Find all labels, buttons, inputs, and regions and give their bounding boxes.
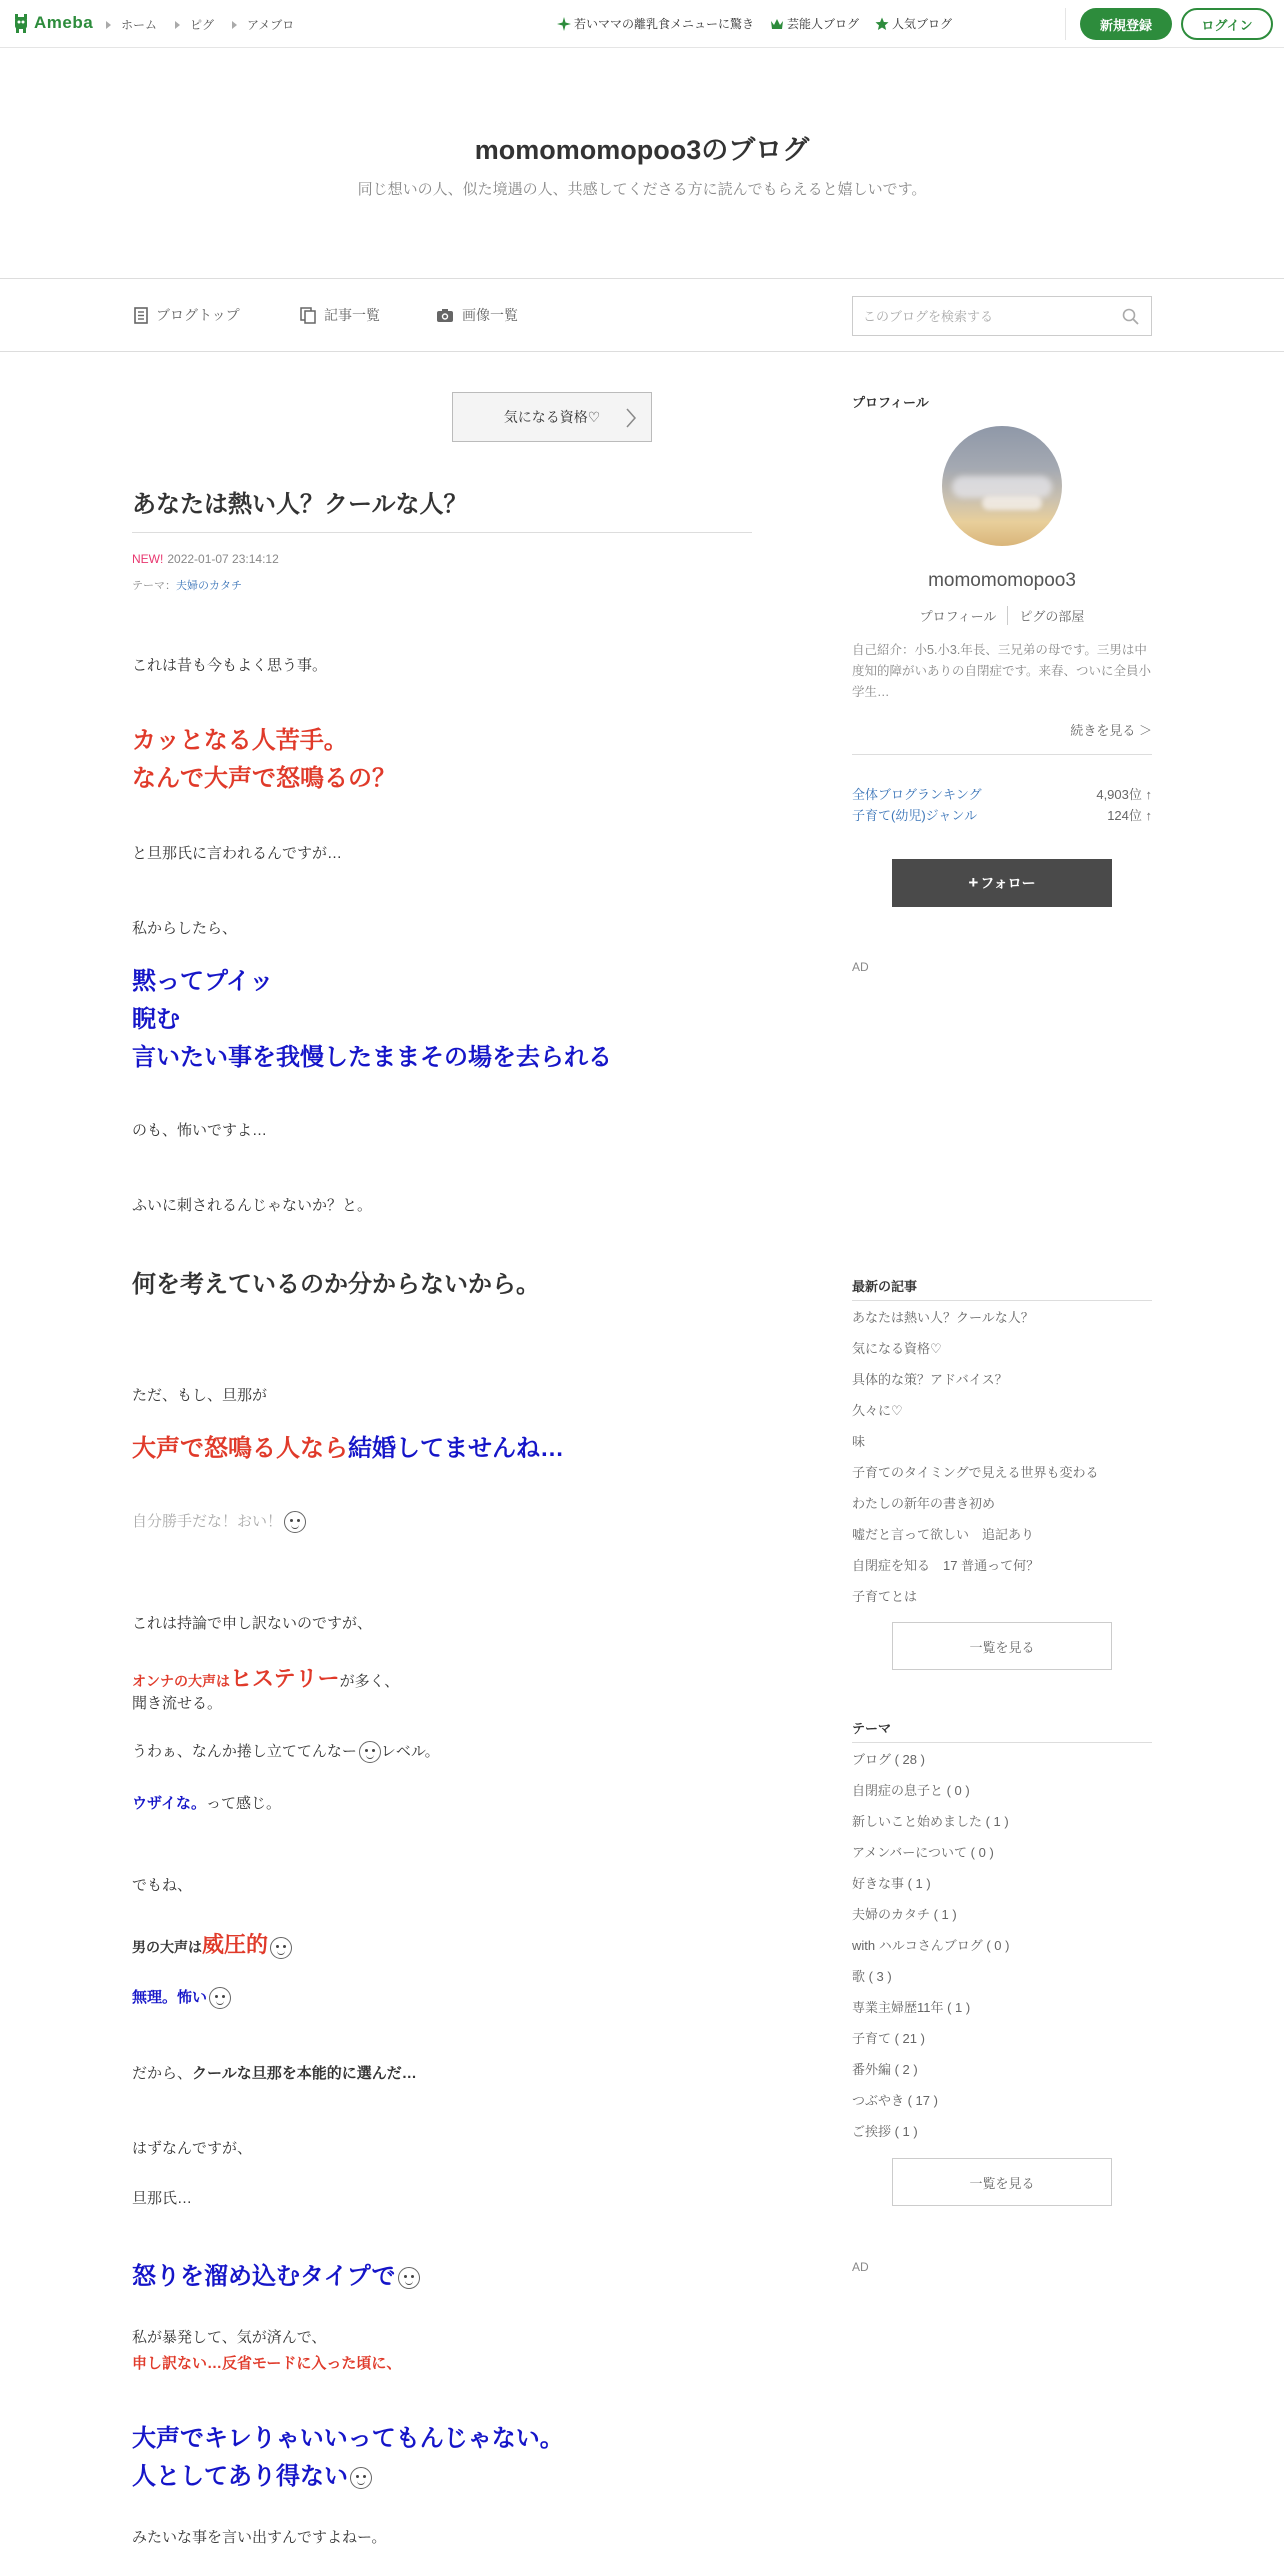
theme-item[interactable]: 番外編 ( 2 ): [852, 2062, 918, 2077]
theme-item[interactable]: 専業主婦歴11年 ( 1 ): [852, 2000, 971, 2015]
profile-heading: プロフィール: [852, 395, 929, 410]
copy-icon: [300, 307, 316, 324]
ranking-row: [852, 805, 1152, 824]
promo-link-popular[interactable]: 人気ブログ: [875, 15, 952, 32]
paragraph: ウザイな。って感じ。: [132, 1795, 281, 1812]
paragraph: ふいに刺されるんじゃないか？と。: [132, 1197, 373, 1214]
paragraph: ただ、もし、旦那が: [132, 1387, 268, 1404]
profile-divider: [852, 754, 1152, 755]
global-nav: [106, 16, 294, 33]
chevron-right-icon: [625, 407, 637, 429]
theme-item[interactable]: 子育て ( 21 ): [852, 2031, 925, 2046]
avatar[interactable]: [942, 426, 1062, 546]
blog-top-link[interactable]: ブログトップ: [134, 305, 240, 325]
logo-text: Ameba: [34, 13, 94, 32]
paragraph: うわぁ、なんか捲し立ててんなー レベル。: [132, 1740, 440, 1763]
promo-link-celebrity[interactable]: 芸能人ブログ: [770, 15, 859, 32]
recent-entry[interactable]: あなたは熱い人？クールな人？: [852, 1310, 1034, 1325]
theme-item[interactable]: ブログ ( 28 ): [852, 1752, 925, 1767]
read-more-link[interactable]: 続きを見る ＞: [1070, 723, 1152, 738]
paragraph: 聞き流せる。: [132, 1695, 223, 1712]
theme-list: [852, 1744, 1152, 2147]
recent-entry[interactable]: 子育てとは: [852, 1589, 918, 1604]
article-date: NEW! 2022-01-07 23:14:12: [132, 552, 279, 566]
signup-button[interactable]: 新規登録: [1080, 8, 1172, 40]
theme-item[interactable]: 自閉症の息子と ( 0 ): [852, 1783, 970, 1798]
paragraph: と旦那氏に言われるんですが…: [132, 845, 343, 862]
heading-mixed: 大声で怒鳴る人なら結婚してませんね…: [132, 1435, 564, 1462]
theme-item[interactable]: 夫婦のカタチ ( 1 ): [852, 1907, 957, 1922]
ranking-row: [852, 784, 1152, 803]
sparkle-icon: [557, 17, 571, 31]
ameba-logo[interactable]: [12, 12, 93, 34]
recent-list-more-button[interactable]: 一覧を見る: [892, 1622, 1112, 1670]
emoji-icon: [270, 1937, 292, 1959]
paragraph-gray: 自分勝手だな！おい！: [132, 1510, 306, 1533]
triangle-icon: [175, 21, 180, 29]
recent-entry[interactable]: 久々に♡: [852, 1403, 903, 1418]
emoji-icon: [284, 1511, 306, 1533]
title-divider: [132, 532, 752, 533]
widget-divider: [852, 1742, 1152, 1743]
theme-item[interactable]: つぶやき ( 17 ): [852, 2093, 938, 2108]
heading-dark: 何を考えているのか分からないから。: [132, 1271, 540, 1298]
profile-widget: [852, 392, 1152, 972]
triangle-icon: [106, 21, 111, 29]
nav-ameblo[interactable]: アメブロ: [232, 16, 294, 33]
article-title[interactable]: あなたは熱い人？クールな人？: [132, 491, 468, 518]
ranking-link[interactable]: 全体ブログランキング: [852, 787, 982, 802]
heading-blue: 人としてあり得ない: [132, 2458, 372, 2496]
heading-blue: 大声でキレりゃいいってもんじゃない。: [132, 2425, 564, 2452]
recent-entry[interactable]: 嘘だと言って欲しい 追記あり: [852, 1527, 1035, 1542]
triangle-icon: [232, 21, 237, 29]
plus-icon: +: [968, 873, 979, 892]
pig-room-link[interactable]: ピグの部屋: [1007, 606, 1095, 625]
login-button[interactable]: ログイン: [1181, 8, 1273, 40]
theme-item[interactable]: with ハルコさんブログ ( 0 ): [852, 1938, 1010, 1953]
search-icon[interactable]: [1122, 308, 1139, 325]
document-icon: [134, 307, 148, 324]
nav-home[interactable]: ホーム: [106, 16, 157, 33]
paragraph: はずなんですが、: [132, 2140, 253, 2157]
blog-nav: [0, 278, 1284, 352]
recent-entry[interactable]: 自閉症を知る 17 普通って何？: [852, 1558, 1040, 1573]
profile-link[interactable]: プロフィール: [919, 609, 997, 624]
camera-icon: [436, 308, 454, 323]
new-badge: NEW!: [132, 552, 164, 566]
crown-icon: [770, 18, 784, 30]
paragraph: だから、クールな旦那を本能的に選んだ…: [132, 2065, 417, 2082]
paragraph: みたいな事を言い出すんですよねー。: [132, 2529, 387, 2546]
blog-search: [852, 296, 1152, 336]
blog-description: 同じ想いの人、似た境遇の人、共感してくださる方に読んでもらえると嬉しいです。: [357, 181, 927, 198]
paragraph: これは昔も今もよく思う事。: [132, 657, 328, 674]
ranking-value: 124位 ↑: [1107, 808, 1152, 823]
prev-article-button[interactable]: 気になる資格♡: [452, 392, 652, 442]
recent-entries-widget: [852, 1276, 1152, 1676]
heading-blue: 黙ってプイッ: [132, 968, 274, 995]
paragraph: でもね、: [132, 1877, 193, 1894]
paragraph: 旦那氏…: [132, 2190, 193, 2207]
promo-link-recipe[interactable]: 若いママの離乳食メニューに驚き: [557, 15, 754, 32]
recent-entries-list: [852, 1302, 1152, 1612]
paragraph: 私からしたら、: [132, 920, 238, 937]
ranking-value: 4,903位 ↑: [1096, 787, 1152, 802]
theme-item[interactable]: 新しいこと始めました ( 1 ): [852, 1814, 1009, 1829]
emoji-icon: [359, 1741, 381, 1763]
paragraph-mixed: 男の大声は威圧的: [132, 1928, 292, 1959]
heading-blue: 怒りを溜め込むタイプで: [132, 2258, 420, 2296]
theme-widget: [852, 1718, 1152, 2278]
ad-label: AD: [852, 960, 869, 974]
emoji-icon: [350, 2467, 372, 2489]
recent-entry[interactable]: 気になる資格♡: [852, 1341, 942, 1356]
header-divider: [1065, 8, 1066, 40]
recent-entry[interactable]: 具体的な策？アドバイス？: [852, 1372, 1008, 1387]
promo-links: [557, 15, 952, 32]
profile-intro: 自己紹介：小5.小3.年長、三兄弟の母です。三男は中度知的障がいありの自閉症です。来春、ついに全員小学生…: [852, 643, 1152, 699]
theme-link[interactable]: 夫婦のカタチ: [176, 580, 242, 592]
recent-entry[interactable]: わたしの新年の書き初め: [852, 1496, 996, 1511]
theme-item[interactable]: アメンバーについて ( 0 ): [852, 1845, 994, 1860]
paragraph-mixed: オンナの大声はヒステリーが多く、: [132, 1666, 400, 1691]
emoji-icon: [398, 2267, 420, 2289]
paragraph: のも、怖いですよ…: [132, 1122, 268, 1139]
heading-blue: 睨む: [132, 1006, 180, 1033]
paragraph: 私が暴発して、気が済んで、: [132, 2329, 327, 2346]
recent-entry[interactable]: 子育てのタイミングで見える世界も変わる: [852, 1465, 1099, 1480]
blog-title[interactable]: momomomopoo3のブログ: [474, 135, 810, 165]
recent-heading: 最新の記事: [852, 1279, 918, 1294]
image-list-link[interactable]: 画像一覧: [436, 305, 518, 325]
theme-list-more-button[interactable]: 一覧を見る: [892, 2158, 1112, 2206]
ranking-link[interactable]: 子育て(幼児)ジャンル: [852, 808, 978, 823]
emoji-icon: [209, 1987, 231, 2009]
recent-entry[interactable]: 味: [852, 1434, 866, 1449]
paragraph-red: 申し訳ない…反省モードに入った頃に、: [132, 2355, 402, 2372]
follow-button[interactable]: + フォロー: [892, 859, 1112, 907]
profile-links: [852, 606, 1152, 625]
heading-red: なんで大声で怒鳴るの？: [132, 765, 396, 792]
theme-heading: テーマ: [852, 1721, 892, 1736]
global-header: [0, 0, 1284, 48]
theme-item[interactable]: ご挨拶 ( 1 ): [852, 2124, 918, 2139]
blog-search-input[interactable]: [853, 297, 1093, 335]
ameba-mascot-icon: [12, 12, 30, 34]
nav-pigg[interactable]: ピグ: [175, 16, 214, 33]
profile-name[interactable]: momomomopoo3: [928, 570, 1076, 591]
theme-item[interactable]: 好きな事 ( 1 ): [852, 1876, 931, 1891]
paragraph: 無理。怖い: [132, 1986, 231, 2009]
heading-blue: 言いたい事を我慢したままその場を去られる: [132, 1044, 612, 1071]
paragraph: これは持論で申し訳ないのですが、: [132, 1615, 373, 1632]
star-icon: [875, 17, 889, 31]
entry-list-link[interactable]: 記事一覧: [300, 305, 380, 325]
theme-item[interactable]: 歌 ( 3 ): [852, 1969, 892, 1984]
widget-divider: [852, 1300, 1152, 1301]
article-theme: テーマ：夫婦のカタチ: [132, 580, 242, 592]
ad-label: AD: [852, 2260, 869, 2274]
heading-red: カッとなる人苦手。: [132, 727, 348, 754]
